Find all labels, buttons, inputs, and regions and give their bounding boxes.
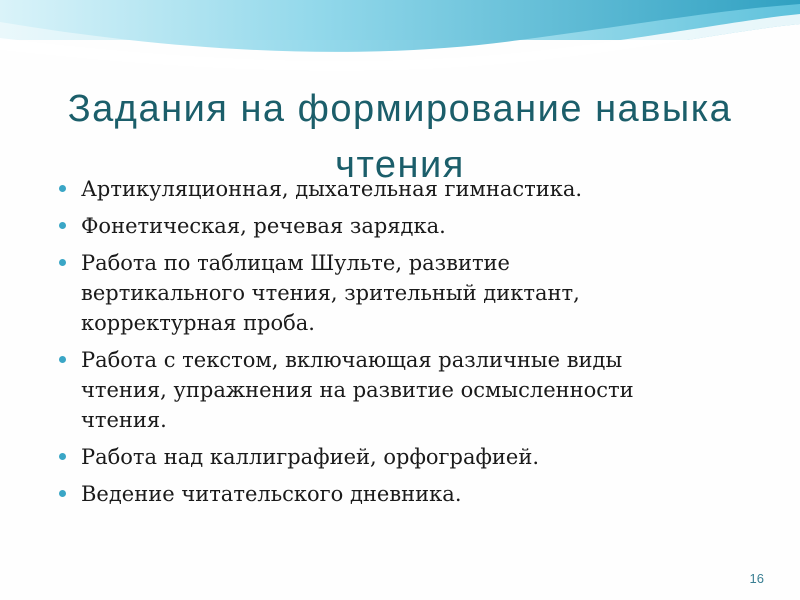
slide-title-line-2: чтения <box>335 144 465 187</box>
bullet-dot-icon <box>59 222 66 229</box>
bullet-dot-icon <box>59 356 66 363</box>
bullet-dot-icon <box>59 490 66 497</box>
bullet-dot-icon <box>59 453 66 460</box>
bullet-list <box>56 174 756 516</box>
list-item <box>56 248 756 338</box>
list-item <box>56 211 756 241</box>
bullet-text-line: Ведение читательского дневника. <box>81 482 462 506</box>
bullet-text-line: Артикуляционная, дыхательная гимнастика. <box>81 177 583 201</box>
header-wave-decoration <box>0 0 800 90</box>
list-item <box>56 442 756 472</box>
list-item <box>56 345 756 435</box>
bullet-text-line: чтения, упражнения на развитие осмысленности <box>81 378 634 402</box>
bullet-text-line: Работа над каллиграфией, орфографией. <box>81 445 540 469</box>
bullet-dot-icon <box>59 259 66 266</box>
bullet-text-line: Работа по таблицам Шульте, развитие <box>81 251 510 275</box>
bullet-text-line: корректурная проба. <box>81 311 315 335</box>
bullet-text-line: Работа с текстом, включающая различные виды <box>81 348 623 372</box>
bullet-text-line: Фонетическая, речевая зарядка. <box>81 214 446 238</box>
bullet-text-line: чтения. <box>81 408 167 432</box>
page-number: 16 <box>749 571 764 586</box>
list-item <box>56 174 756 204</box>
bullet-dot-icon <box>59 185 66 192</box>
bullet-text-line: вертикального чтения, зрительный диктант, <box>81 281 580 305</box>
slide-title-line-1: Задания на формирование навыка <box>67 88 733 131</box>
list-item <box>56 479 756 509</box>
